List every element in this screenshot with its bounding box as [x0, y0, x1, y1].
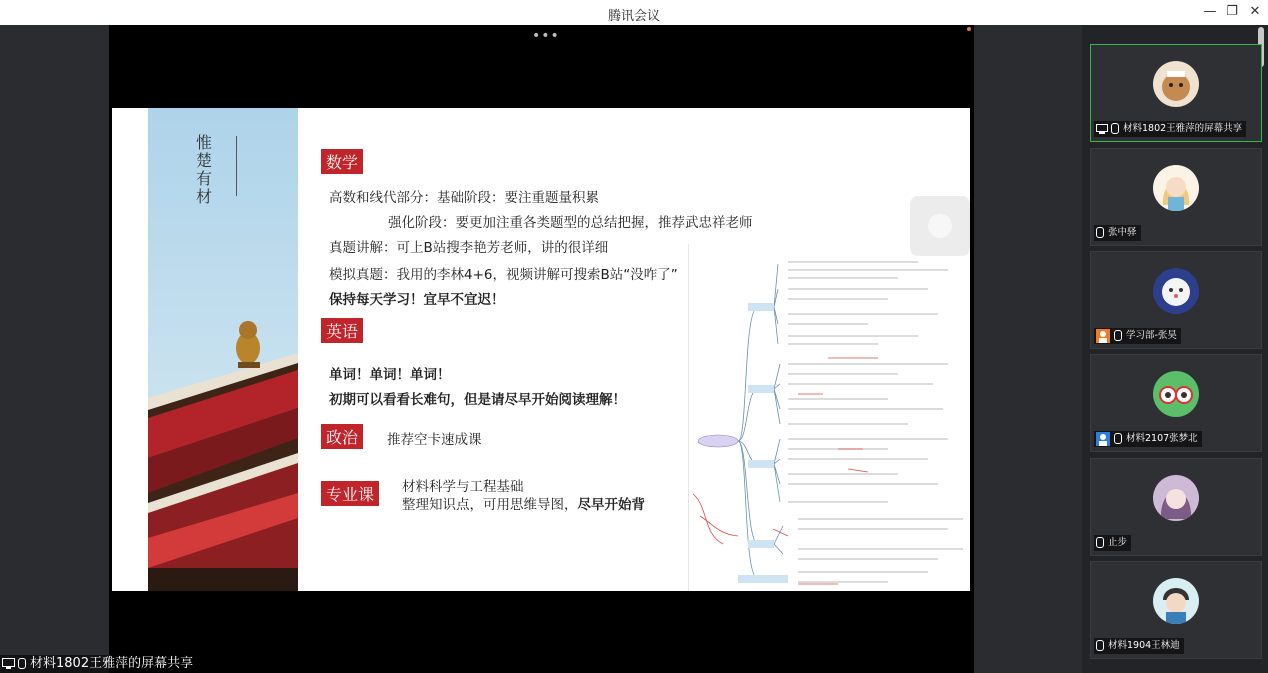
- participant-tile[interactable]: [1090, 44, 1262, 142]
- section-math-label: 数学: [321, 149, 363, 174]
- section-major-label: 专业课: [321, 481, 379, 506]
- window-title: 腾讯会议: [607, 9, 660, 24]
- decorative-photo: [148, 108, 298, 591]
- avatar: [1153, 61, 1199, 107]
- avatar: [1153, 165, 1199, 211]
- participant-name-tag: 材料1802王雅萍的屏幕共享: [1094, 121, 1246, 137]
- user-icon: [1096, 432, 1110, 446]
- major-line-2: 整理知识点，可用思维导图，尽早开始背: [402, 497, 645, 513]
- english-line-2: 初期可以看看长难句，但是请尽早开始阅读理解！: [329, 392, 626, 408]
- major-line-1: 材料科学与工程基础: [402, 479, 524, 495]
- avatar: [1153, 268, 1199, 314]
- math-line-1: 高数和线代部分：基础阶段：要注重题量积累: [329, 190, 599, 206]
- participant-name-tag: 张中驿: [1094, 225, 1141, 241]
- politics-line-1: 推荐空卡速成课: [387, 432, 482, 448]
- roof-illustration: [148, 108, 298, 591]
- participant-name-tag: 止步: [1094, 535, 1131, 551]
- restore-button[interactable]: ❐: [1226, 4, 1238, 19]
- math-line-3: 真题讲解：可上B站搜李艳芳老师，讲的很详细: [329, 240, 609, 256]
- section-politics-label: 政治: [321, 424, 363, 449]
- close-button[interactable]: ✕: [1249, 4, 1261, 19]
- microphone-icon: [18, 658, 26, 669]
- microphone-muted-icon: [1114, 433, 1122, 444]
- english-line-1: 单词！单词！单词！: [329, 367, 451, 383]
- math-line-2: 强化阶段：要更加注重各类题型的总结把握，推荐武忠祥老师: [388, 215, 753, 231]
- minimize-button[interactable]: —: [1203, 4, 1217, 19]
- participant-tile[interactable]: [1090, 354, 1262, 452]
- participant-tile[interactable]: [1090, 561, 1262, 659]
- screen-share-icon: [1096, 124, 1108, 134]
- microphone-icon: [1111, 123, 1119, 134]
- participant-name-tag: 材料1904王林迪: [1094, 638, 1184, 654]
- participant-name-tag: 学习部-张昊: [1094, 328, 1181, 344]
- sharer-label: 材料1802王雅萍的屏幕共享: [30, 656, 194, 671]
- title-bar: [0, 0, 1268, 26]
- math-line-4: 模拟真题：我用的李林4+6，视频讲解可搜索B站“没咋了”: [329, 267, 678, 283]
- section-english-label: 英语: [321, 318, 363, 343]
- math-line-5: 保持每天学习！宜早不宜迟！: [329, 292, 505, 308]
- shared-slide: [112, 108, 970, 591]
- microphone-muted-icon: [1096, 640, 1104, 651]
- participant-name-tag: 材料2107张梦北: [1094, 431, 1202, 447]
- more-options-icon[interactable]: •••: [532, 28, 560, 44]
- microphone-muted-icon: [1096, 537, 1104, 548]
- participant-tile[interactable]: [1090, 148, 1262, 246]
- recording-indicator-icon: [967, 27, 971, 31]
- participant-tile[interactable]: [1090, 251, 1262, 349]
- logo-seal: 惟 楚 有 材: [196, 133, 213, 206]
- user-icon: [1096, 329, 1110, 343]
- microphone-muted-icon: [1114, 330, 1122, 341]
- participant-tile[interactable]: [1090, 458, 1262, 556]
- screen-share-icon: [2, 658, 15, 669]
- avatar: [1153, 371, 1199, 417]
- avatar: [1153, 578, 1199, 624]
- mind-map-image: [688, 244, 970, 591]
- screen-share-indicator: [0, 655, 240, 673]
- avatar: [1153, 475, 1199, 521]
- microphone-muted-icon: [1096, 227, 1104, 238]
